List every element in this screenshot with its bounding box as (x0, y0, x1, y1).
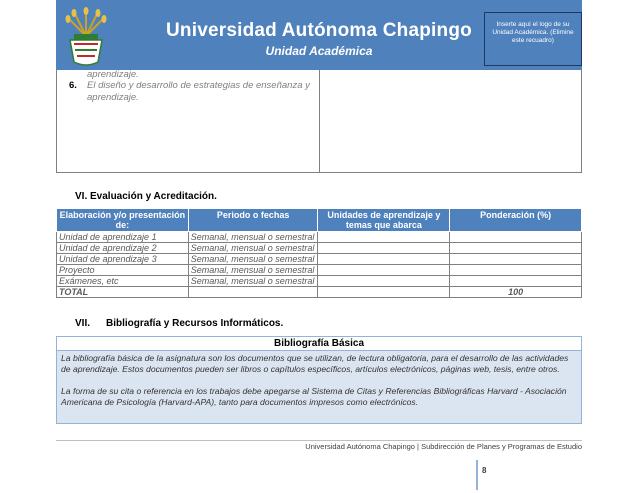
header-weight: Ponderación (%) (450, 209, 582, 232)
total-weight: 100 (450, 287, 582, 298)
cell-weight (450, 232, 582, 243)
cell-period: Semanal, mensual o semestral (188, 243, 318, 254)
cell-item: Unidad de aprendizaje 2 (57, 243, 189, 254)
list-item-number: 6. (69, 80, 77, 91)
table-row (57, 276, 582, 287)
logo-placeholder-note: Inserte aquí el logo de su Unidad Académica. (Elimine este recuadro) (484, 12, 582, 66)
bibliography-section-number: VII. (75, 318, 91, 329)
cell-period: Semanal, mensual o semestral (188, 254, 318, 265)
academic-unit-subtitle: Unidad Académica (265, 44, 373, 58)
cell-units (318, 254, 450, 265)
basic-bibliography-header: Bibliografía Básica (57, 337, 581, 351)
header-elaboration: Elaboración y/o presentación de: (57, 209, 189, 232)
table-row (57, 243, 582, 254)
cell-period: Semanal, mensual o semestral (188, 276, 318, 287)
header-units: Unidades de aprendizaje y temas que abarca (318, 209, 450, 232)
table-header-row (57, 209, 582, 232)
competencies-table-continuation (56, 70, 582, 173)
page-number-bar (476, 460, 478, 490)
table-row (57, 254, 582, 265)
cell-weight (450, 243, 582, 254)
evaluation-section-title: VI. Evaluación y Acreditación. (75, 191, 217, 202)
cell-item: Exámenes, etc (57, 276, 189, 287)
list-item-6 (69, 80, 315, 104)
footer-text: Universidad Autónoma Chapingo | Subdirección de Planes y Programas de Estudio (305, 442, 582, 451)
cell-units (318, 243, 450, 254)
list-item-5-tail: aprendizaje. (87, 69, 139, 80)
table-row (57, 232, 582, 243)
bibliography-paragraph-1: La bibliografía básica de la asignatura son los documentos que se utilizan, de lectura obligatoria, para el desarrollo de las actividades de aprendizaje. Estos documentos pueden ser libros o capítulos específicos, artículos electrónicos, páginas web, tesis, entre otros. (61, 353, 569, 374)
list-item-text-line2: aprendizaje. (87, 92, 139, 103)
total-empty-period (188, 287, 318, 298)
table-column-divider (319, 70, 320, 173)
cell-weight (450, 265, 582, 276)
cell-weight (450, 276, 582, 287)
bibliography-paragraph-2: La forma de su cita o referencia en los trabajos debe apegarse al Sistema de Citas y Referencias Bibliográficas Harvard - Asociación Americana de Psicología (Harvard-APA), tanto para documentos impresos como electrónicos. (61, 386, 567, 407)
cell-period: Semanal, mensual o semestral (188, 265, 318, 276)
page-number: 8 (482, 466, 487, 475)
university-crest-icon (60, 6, 112, 68)
cell-units (318, 232, 450, 243)
table-total-row (57, 287, 582, 298)
cell-item: Unidad de aprendizaje 1 (57, 232, 189, 243)
total-empty-units (318, 287, 450, 298)
cell-weight (450, 254, 582, 265)
cell-item: Proyecto (57, 265, 189, 276)
basic-bibliography-body (57, 351, 581, 421)
list-item-text-line1: El diseño y desarrollo de estrategias de enseñanza y (87, 80, 310, 91)
footer-divider (56, 440, 582, 441)
table-row (57, 265, 582, 276)
cell-period: Semanal, mensual o semestral (188, 232, 318, 243)
total-label: TOTAL (57, 287, 189, 298)
university-title: Universidad Autónoma Chapingo (166, 20, 472, 41)
header-period: Periodo o fechas (188, 209, 318, 232)
cell-units (318, 276, 450, 287)
cell-units (318, 265, 450, 276)
basic-bibliography-box (56, 336, 582, 424)
evaluation-table (56, 208, 582, 298)
bibliography-section-title: Bibliografía y Recursos Informáticos. (106, 318, 284, 329)
cell-item: Unidad de aprendizaje 3 (57, 254, 189, 265)
